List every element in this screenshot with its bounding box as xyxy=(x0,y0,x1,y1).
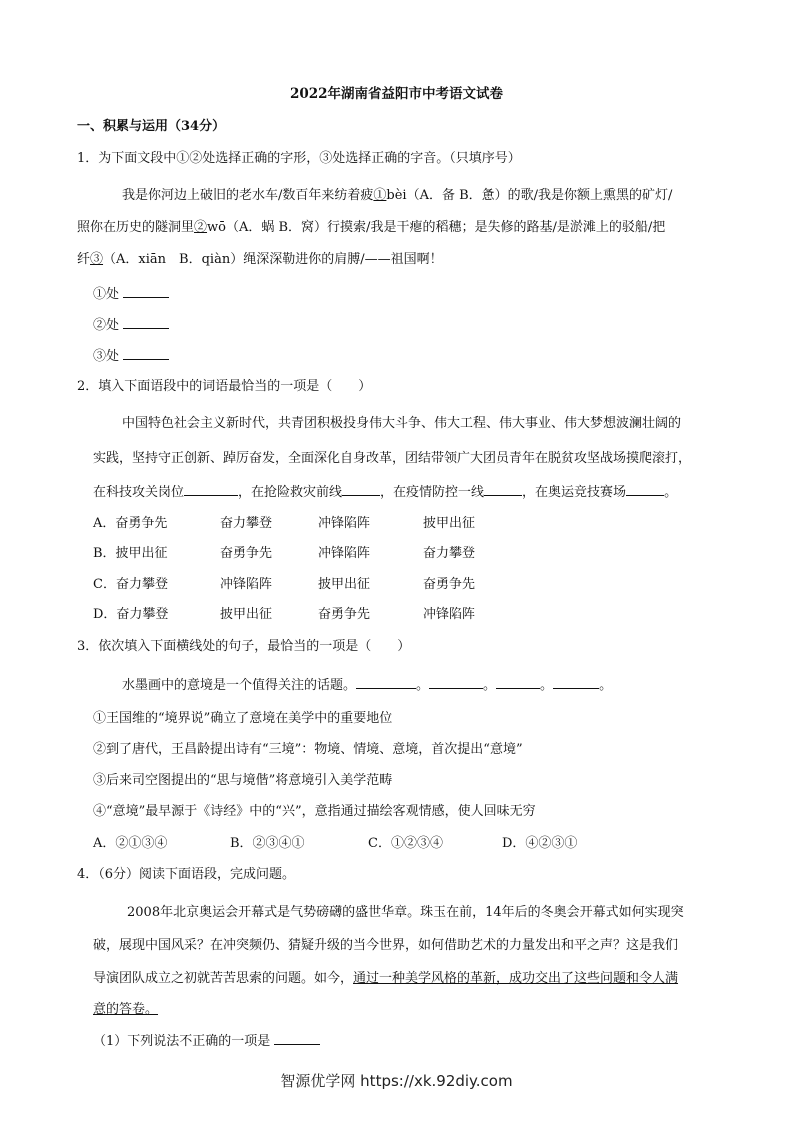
q3-option-a[interactable]: A．②①③④ xyxy=(93,836,168,851)
q2-passage-line-3 xyxy=(93,481,677,500)
q2-text: 。 xyxy=(664,485,678,500)
q2-option-c[interactable] xyxy=(93,573,693,592)
blank-marker-3: ③ xyxy=(90,252,104,267)
option-text: 奋力攀登 xyxy=(220,516,273,531)
option-text: 冲锋陷阵 xyxy=(423,607,476,622)
q2-option-a[interactable] xyxy=(93,512,693,531)
q2-text: 在科技攻关岗位 xyxy=(93,485,185,500)
answer-blank[interactable] xyxy=(123,285,169,298)
q3-text: 。 xyxy=(483,678,497,693)
page-title: 2022年湖南省益阳市中考语文试卷 xyxy=(289,86,504,102)
q4-passage-line-2: 破，展现中国风采？在冲突频仍、猜疑升级的当今世界，如何借助艺术的力量发出和平之声？这是我们 xyxy=(93,938,679,953)
q4-underlined-text: 通过一种美学风格的革新，成功交出了这些问题和令人满 xyxy=(353,971,679,986)
q3-passage xyxy=(122,674,612,693)
q2-option-d[interactable] xyxy=(93,603,693,622)
q3-text: 水墨画中的意境是一个值得关注的话题。 xyxy=(122,678,357,693)
answer-label: ②处 xyxy=(93,318,120,333)
q3-sentence-1: ①王国维的“境界说”确立了意境在美学中的重要地位 xyxy=(93,711,393,726)
q2-option-b[interactable] xyxy=(93,542,693,561)
option-text: 奋勇争先 xyxy=(220,546,273,561)
watermark-footer: 智源优学网 https://xk.92diy.com xyxy=(280,1072,513,1090)
fill-blank[interactable] xyxy=(626,483,664,496)
answer-blank[interactable] xyxy=(123,316,169,329)
q1-text: 纤 xyxy=(77,252,91,267)
q3-sentence-2: ②到了唐代，王昌龄提出诗有“三境”：物境、情境、意境，首次提出“意境” xyxy=(93,742,523,757)
q3-sentence-4: ④“意境”最早源于《诗经》中的“兴”，意指通过描绘客观情感，使人回味无穷 xyxy=(93,804,536,819)
q4-subquestion-1 xyxy=(93,1030,320,1049)
q4-passage-line-3 xyxy=(93,967,678,986)
q1-passage-line-3 xyxy=(77,248,443,267)
q3-option-b[interactable]: B．②③④① xyxy=(230,836,305,851)
q2-text: ，在疫情防控一线 xyxy=(380,485,485,500)
q4-passage-line-4: 意的答卷。 xyxy=(93,1002,159,1017)
answer-label: ①处 xyxy=(93,287,120,302)
q3-text: 。 xyxy=(540,678,554,693)
q3-option-c[interactable]: C．①②③④ xyxy=(368,836,443,851)
q1-text: （A．xiān B．qiàn）绳深深勒进你的肩膊/——祖国啊！ xyxy=(103,252,443,267)
q3-option-d[interactable]: D．④②③① xyxy=(502,836,578,851)
option-text: 披甲出征 xyxy=(220,607,273,622)
fill-blank[interactable] xyxy=(342,483,380,496)
q3-text: 。 xyxy=(416,678,430,693)
q1-answer-2 xyxy=(93,314,169,333)
answer-blank[interactable] xyxy=(123,347,169,360)
q2-text: ，在奥运竞技赛场 xyxy=(522,485,627,500)
answer-blank[interactable] xyxy=(274,1032,320,1045)
option-text: 奋勇争先 xyxy=(423,577,476,592)
q2-passage-line-1: 中国特色社会主义新时代，共青团积极投身伟大斗争、伟大工程、伟大事业、伟大梦想波澜壮阔的 xyxy=(122,416,682,431)
option-text: B．披甲出征 xyxy=(93,546,168,561)
q4-passage-line-1: 2008年北京奥运会开幕式是气势磅礴的盛世华章。珠玉在前，14年后的冬奥会开幕式如何实现突 xyxy=(127,905,684,920)
option-text: 奋勇争先 xyxy=(318,607,371,622)
option-text: D．奋力攀登 xyxy=(93,607,169,622)
q4-text: 导演团队成立之初就苦苦思索的问题。如今， xyxy=(93,971,354,986)
fill-blank[interactable] xyxy=(484,483,522,496)
q1-text: 照你在历史的隧洞里 xyxy=(77,220,195,235)
section-heading: 一、积累与运用（34分） xyxy=(77,119,226,134)
fill-blank[interactable] xyxy=(496,676,540,689)
option-text: A．奋勇争先 xyxy=(93,516,168,531)
q3-text: 。 xyxy=(599,678,613,693)
fill-blank[interactable] xyxy=(429,676,483,689)
q3-stem: 3．依次填入下面横线处的句子，最恰当的一项是（ ） xyxy=(77,639,411,654)
option-text: C．奋力攀登 xyxy=(93,577,168,592)
answer-label: ③处 xyxy=(93,349,120,364)
option-text: 披甲出征 xyxy=(318,577,371,592)
option-text: 冲锋陷阵 xyxy=(318,546,371,561)
q1-text: wō（A．蜗 B．窝）行摸索/我是干瘪的稻穗；是失修的路基/是淤滩上的驳船/把 xyxy=(207,220,666,235)
q1-answer-1 xyxy=(93,283,169,302)
q1-passage-line-1 xyxy=(122,184,672,203)
q4-stem: 4．（6分）阅读下面语段，完成问题。 xyxy=(77,867,296,882)
option-text: 冲锋陷阵 xyxy=(220,577,273,592)
q1-text: 我是你河边上破旧的老水车/数百年来纺着疲 xyxy=(122,188,374,203)
subquestion-text: （1）下列说法不正确的一项是 xyxy=(93,1034,271,1049)
q2-passage-line-2: 实践，坚持守正创新、踔厉奋发，全面深化自身改革，团结带领广大团员青年在脱贫攻坚战场摸爬滚打， xyxy=(93,451,692,466)
q1-text: bèi（A．备 B．惫）的歌/我是你额上熏黑的矿灯/ xyxy=(386,188,673,203)
fill-blank[interactable] xyxy=(184,483,238,496)
option-text: 披甲出征 xyxy=(423,516,476,531)
blank-marker-1: ① xyxy=(373,188,387,203)
q1-passage-line-2 xyxy=(77,216,665,235)
fill-blank[interactable] xyxy=(356,676,416,689)
q1-stem: 1．为下面文段中①②处选择正确的字形，③处选择正确的字音。（只填序号） xyxy=(77,151,521,166)
fill-blank[interactable] xyxy=(553,676,599,689)
option-text: 冲锋陷阵 xyxy=(318,516,371,531)
q3-sentence-3: ③后来司空图提出的“思与境偕”将意境引入美学范畴 xyxy=(93,773,393,788)
q1-answer-3 xyxy=(93,345,169,364)
blank-marker-2: ② xyxy=(194,220,208,235)
q2-stem: 2．填入下面语段中的词语最恰当的一项是（ ） xyxy=(77,379,372,394)
option-text: 奋力攀登 xyxy=(423,546,476,561)
q2-text: ，在抢险救灾前线 xyxy=(238,485,343,500)
